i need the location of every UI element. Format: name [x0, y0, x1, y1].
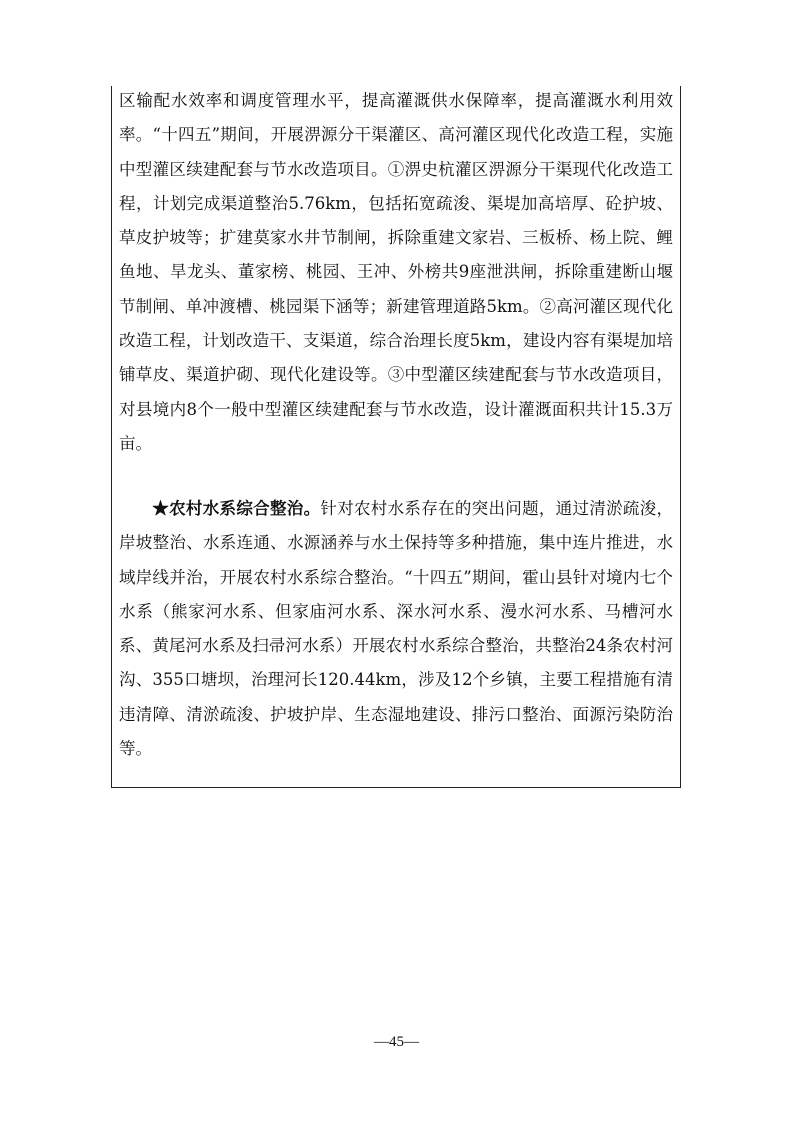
page-number: —45—: [374, 1034, 419, 1050]
paragraph-irrigation: 区输配水效率和调度管理水平，提高灌溉供水保障率，提高灌溉水利用效率。“十四五”期间，开展淠源分干渠灌区、高河灌区现代化改造工程，实施中型灌区续建配套与节水改造项目。①淠史杭灌区淠源分干渠现代化改造工程，计划完成渠道整治5.76km，包括拓宽疏浚、渠堤加高培厚、砼护坡、草皮护坡等；扩建莫家水井节制闸，拆除重建文家岩、三板桥、杨上院、鲤鱼地、旱龙头、董家榜、桃园、王冲、外榜共9座泄洪闸，拆除重建断山堰节制闸、单冲渡槽、桃园渠下涵等；新建管理道路5km。②高河灌区现代化改造工程，计划改造干、支渠道，综合治理长度5km，建设内容有渠堤加培铺草皮、渠道护砌、现代化建设等。③中型灌区续建配套与节水改造项目，对县境内8个一般中型灌区续建配套与节水改造，设计灌溉面积共计15.3万亩。: [119, 91, 673, 453]
paragraph-body: 针对农村水系存在的突出问题，通过清淤疏浚，岸坡整治、水系连通、水源涵养与水土保持等多种措施，集中连片推进，水域岸线并治，开展农村水系综合整治。“十四五”期间，霍山县针对境内七个水系（熊家河水系、但家庙河水系、深水河水系、漫水河水系、马槽河水系、黄尾河水系及扫帚河水系）开展农村水系综合整治，共整治24条农村河沟、355口塘坝，治理河长120.44km，涉及12个乡镇，主要工程措施有清违清障、清淤疏浚、护坡护岸、生态湿地建设、排污口整治、面源污染防治等。: [119, 499, 674, 759]
star-icon: ★: [152, 499, 170, 518]
section-heading: 农村水系综合整治。: [169, 499, 321, 518]
paragraph-rural-water: [119, 492, 673, 766]
